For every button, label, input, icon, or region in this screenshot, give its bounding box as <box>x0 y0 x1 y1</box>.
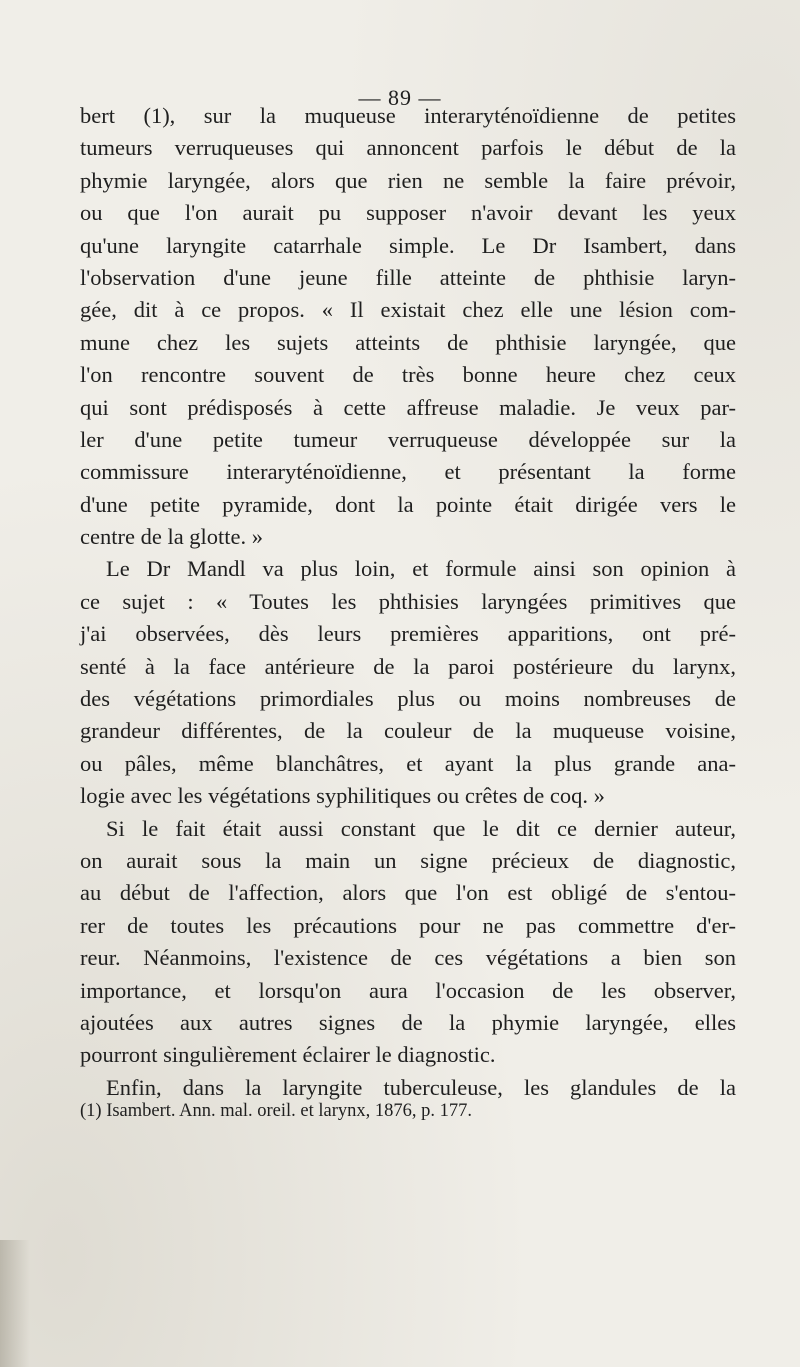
text-line: ce sujet : « Toutes les phthisies laryngées primitives que <box>80 588 736 614</box>
body-text <box>80 100 736 1104</box>
text-line: rer de toutes les précautions pour ne pas commettre d'er- <box>80 912 736 938</box>
text-line: j'ai observées, dès leurs premières apparitions, ont pré- <box>80 621 736 647</box>
text-line: qu'une laryngite catarrhale simple. Le Dr Isambert, dans <box>80 232 736 258</box>
text-line: grandeur différentes, de la couleur de la muqueuse voisine, <box>80 718 736 744</box>
text-line: ou pâles, même blanchâtres, et ayant la plus grande ana- <box>80 750 736 776</box>
text-line: au début de l'affection, alors que l'on est obligé de s'entou- <box>80 880 736 906</box>
text-line: mune chez les sujets atteints de phthisie laryngée, que <box>80 329 736 355</box>
text-line: des végétations primordiales plus ou moins nombreuses de <box>80 686 736 712</box>
text-line: Le Dr Mandl va plus loin, et formule ainsi son opinion à <box>106 556 736 582</box>
footnote: (1) Isambert. Ann. mal. oreil. et larynx, 1876, p. 177. <box>80 1101 473 1121</box>
text-line: l'observation d'une jeune fille atteinte de phthisie laryn- <box>80 264 736 290</box>
text-line: ou que l'on aurait pu supposer n'avoir devant les yeux <box>80 200 736 226</box>
text-line: gée, dit à ce propos. « Il existait chez elle une lésion com- <box>80 297 736 323</box>
page-edge-shadow <box>0 1240 30 1367</box>
text-line: bert (1), sur la muqueuse interaryténoïdienne de petites <box>80 103 736 128</box>
text-line: importance, et lorsqu'on aura l'occasion de les observer, <box>80 977 736 1003</box>
text-line: commissure interaryténoïdienne, et présentant la forme <box>80 459 736 485</box>
text-line: phymie laryngée, alors que rien ne semble la faire prévoir, <box>80 167 736 193</box>
text-line: ler d'une petite tumeur verruqueuse développée sur la <box>80 426 736 452</box>
text-line: tumeurs verruqueuses qui annoncent parfois le début de la <box>80 135 736 161</box>
text-line: d'une petite pyramide, dont la pointe était dirigée vers le <box>80 491 736 517</box>
page-number: — 89 — <box>358 85 442 110</box>
text-line: senté à la face antérieure de la paroi postérieure du larynx, <box>80 653 736 679</box>
text-line: Si le fait était aussi constant que le dit ce dernier auteur, <box>106 815 736 841</box>
text-line: reur. Néanmoins, l'existence de ces végétations a bien son <box>80 945 736 971</box>
text-line: pourront singulièrement éclairer le diagnostic. <box>80 1042 496 1068</box>
text-line: l'on rencontre souvent de très bonne heure chez ceux <box>80 362 736 388</box>
text-line: on aurait sous la main un signe précieux de diagnostic, <box>80 847 736 873</box>
text-line: ajoutées aux autres signes de la phymie laryngée, elles <box>80 1009 736 1035</box>
text-line: logie avec les végétations syphilitiques ou crêtes de coq. » <box>80 783 605 809</box>
text-line: Enfin, dans la laryngite tuberculeuse, les glandules de la <box>106 1074 736 1100</box>
text-line: qui sont prédisposés à cette affreuse maladie. Je veux par- <box>80 394 736 420</box>
text-line: centre de la glotte. » <box>80 524 264 550</box>
